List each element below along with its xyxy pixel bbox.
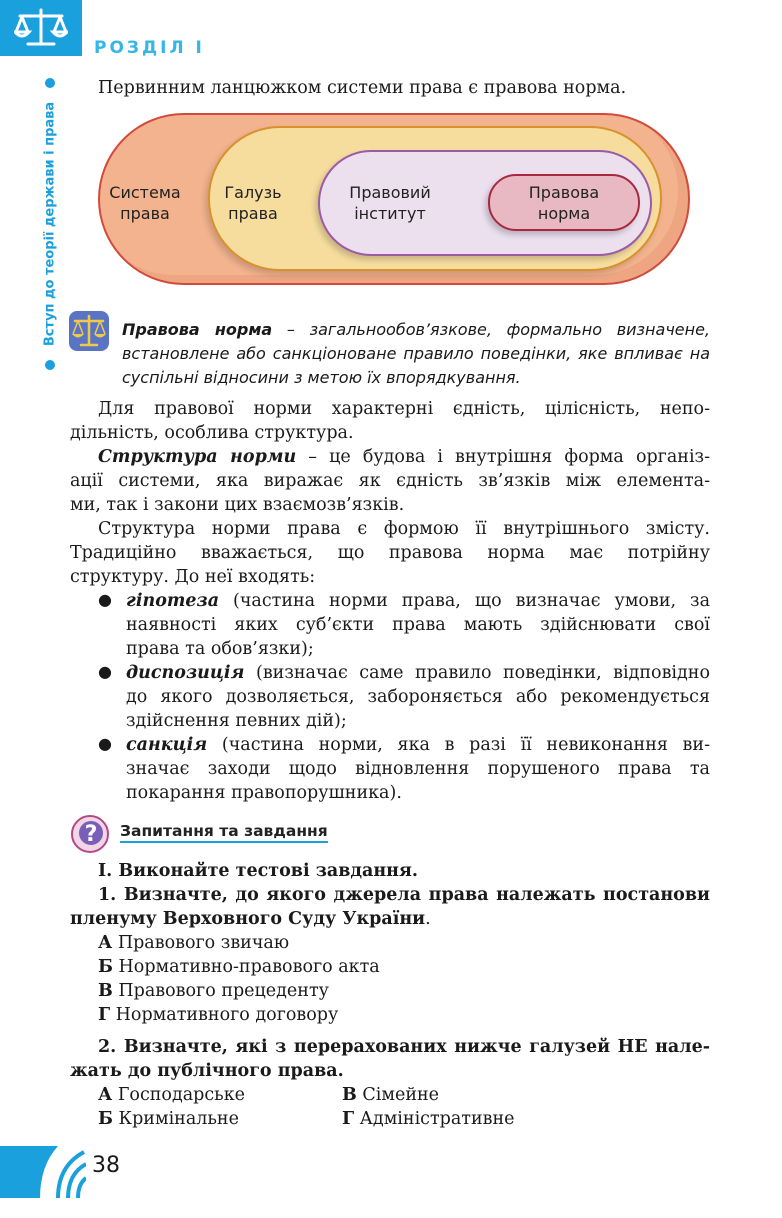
label-system: Система права	[109, 183, 181, 223]
question-mark-icon	[70, 814, 110, 854]
p2-line1: Структура норми – це будова і внутрішня форма організ-	[98, 447, 710, 467]
sidebar-title: Вступ до теорії держави і права	[42, 101, 58, 347]
p2-term: Структура норми	[98, 447, 297, 467]
p3-line2: Традиційно вважається, що правова норма має потрійну	[70, 543, 710, 563]
questions-title: Запитання та завдання	[120, 822, 328, 843]
scales-icon	[14, 8, 68, 48]
q2-line1: 2. Визначте, які з перерахованих нижче галузей НЕ нале-	[98, 1037, 710, 1057]
p2-line3: ми, так і закони цих взаємозв’язків.	[70, 495, 405, 515]
p1-line2: дільність, особлива структура.	[70, 423, 354, 443]
label-institute: Правовий інститут	[349, 183, 431, 223]
q1-option-v[interactable]: В Правового прецеденту	[98, 981, 329, 1001]
q1-option-g[interactable]: Г Нормативного договору	[98, 1005, 339, 1025]
page-number: 38	[92, 1153, 120, 1178]
p3-line1: Структура норми права є формою її внутрішнього змісту.	[98, 519, 710, 539]
q1-line1: 1. Визначте, до якого джерела права належать постанови	[98, 885, 710, 905]
chapter-logo	[0, 0, 82, 56]
q1-line2: пленуму Верховного Суду України.	[70, 909, 431, 929]
bullet-sanction-line3: покарання правопорушника).	[126, 783, 402, 803]
bullet-disposition-line2: до якого дозволяється, забороняється або рекомендується	[126, 687, 710, 707]
q2-line2: жать до публічного права.	[70, 1061, 344, 1081]
question-icon	[70, 814, 110, 858]
sidebar-dot-bottom	[45, 360, 55, 370]
page-corner-decoration	[0, 1146, 86, 1198]
q1-option-a[interactable]: А Правового звичаю	[98, 933, 290, 953]
label-norm: Правова норма	[528, 183, 600, 223]
q2-option-b[interactable]: Б Кримінальне	[98, 1109, 239, 1129]
svg-text:?: ?	[84, 822, 98, 847]
q2-option-v[interactable]: В Сімейне	[342, 1085, 440, 1105]
definition-text	[122, 318, 710, 390]
scales-icon	[68, 310, 110, 352]
bullet-dot: ●	[98, 734, 112, 753]
p3-line3: структуру. До неї входять:	[70, 567, 316, 587]
q1-option-b[interactable]: Б Нормативно-правового акта	[98, 957, 380, 977]
bullet-disposition-line1: диспозиція (визначає саме правило поведінки, відповідно	[126, 663, 710, 683]
bullet-dot: ●	[98, 662, 112, 681]
q2-option-a[interactable]: А Господарське	[98, 1085, 246, 1105]
p2-line2: ації системи, яка виражає як єдність зв’язків між елемента-	[70, 471, 710, 491]
bullet-sanction-line2: значає заходи щодо відновлення порушеного права та	[126, 759, 710, 779]
definition-icon	[68, 310, 110, 356]
p1-line1: Для правової норми характерні єдність, цілісність, непо-	[98, 399, 710, 419]
bullet-sanction-line1: санкція (частина норми, яка в разі її невиконання ви-	[126, 735, 710, 755]
waves-icon	[0, 1146, 86, 1198]
definition-body: – загальнообов’язкове, формально визначене, встановлене або санкціоноване правило поведінки, яке впливає на суспільні відносини з метою їх впорядкування.	[122, 320, 711, 387]
test-instruction: I. Виконайте тестові завдання.	[98, 861, 419, 881]
bullet-disposition-line3: здійснення певних дій);	[126, 711, 347, 731]
section-label: РОЗДІЛ I	[94, 38, 205, 58]
sidebar-dot-top	[45, 78, 55, 88]
intro-text: Первинним ланцюжком системи права є правова норма.	[98, 78, 627, 98]
label-branch: Галузь права	[224, 183, 282, 223]
bullet-hypothesis-line1: гіпотеза (частина норми права, що визначає умови, за	[126, 591, 710, 611]
definition-term: Правова норма	[122, 320, 273, 339]
bullet-hypothesis-line3: права та обов’язки);	[126, 639, 314, 659]
q2-option-g[interactable]: Г Адміністративне	[342, 1109, 515, 1129]
sidebar	[38, 78, 62, 370]
bullet-dot: ●	[98, 590, 112, 609]
bullet-hypothesis-line2: наявності яких суб’єкти права мають здійснювати свої	[126, 615, 710, 635]
